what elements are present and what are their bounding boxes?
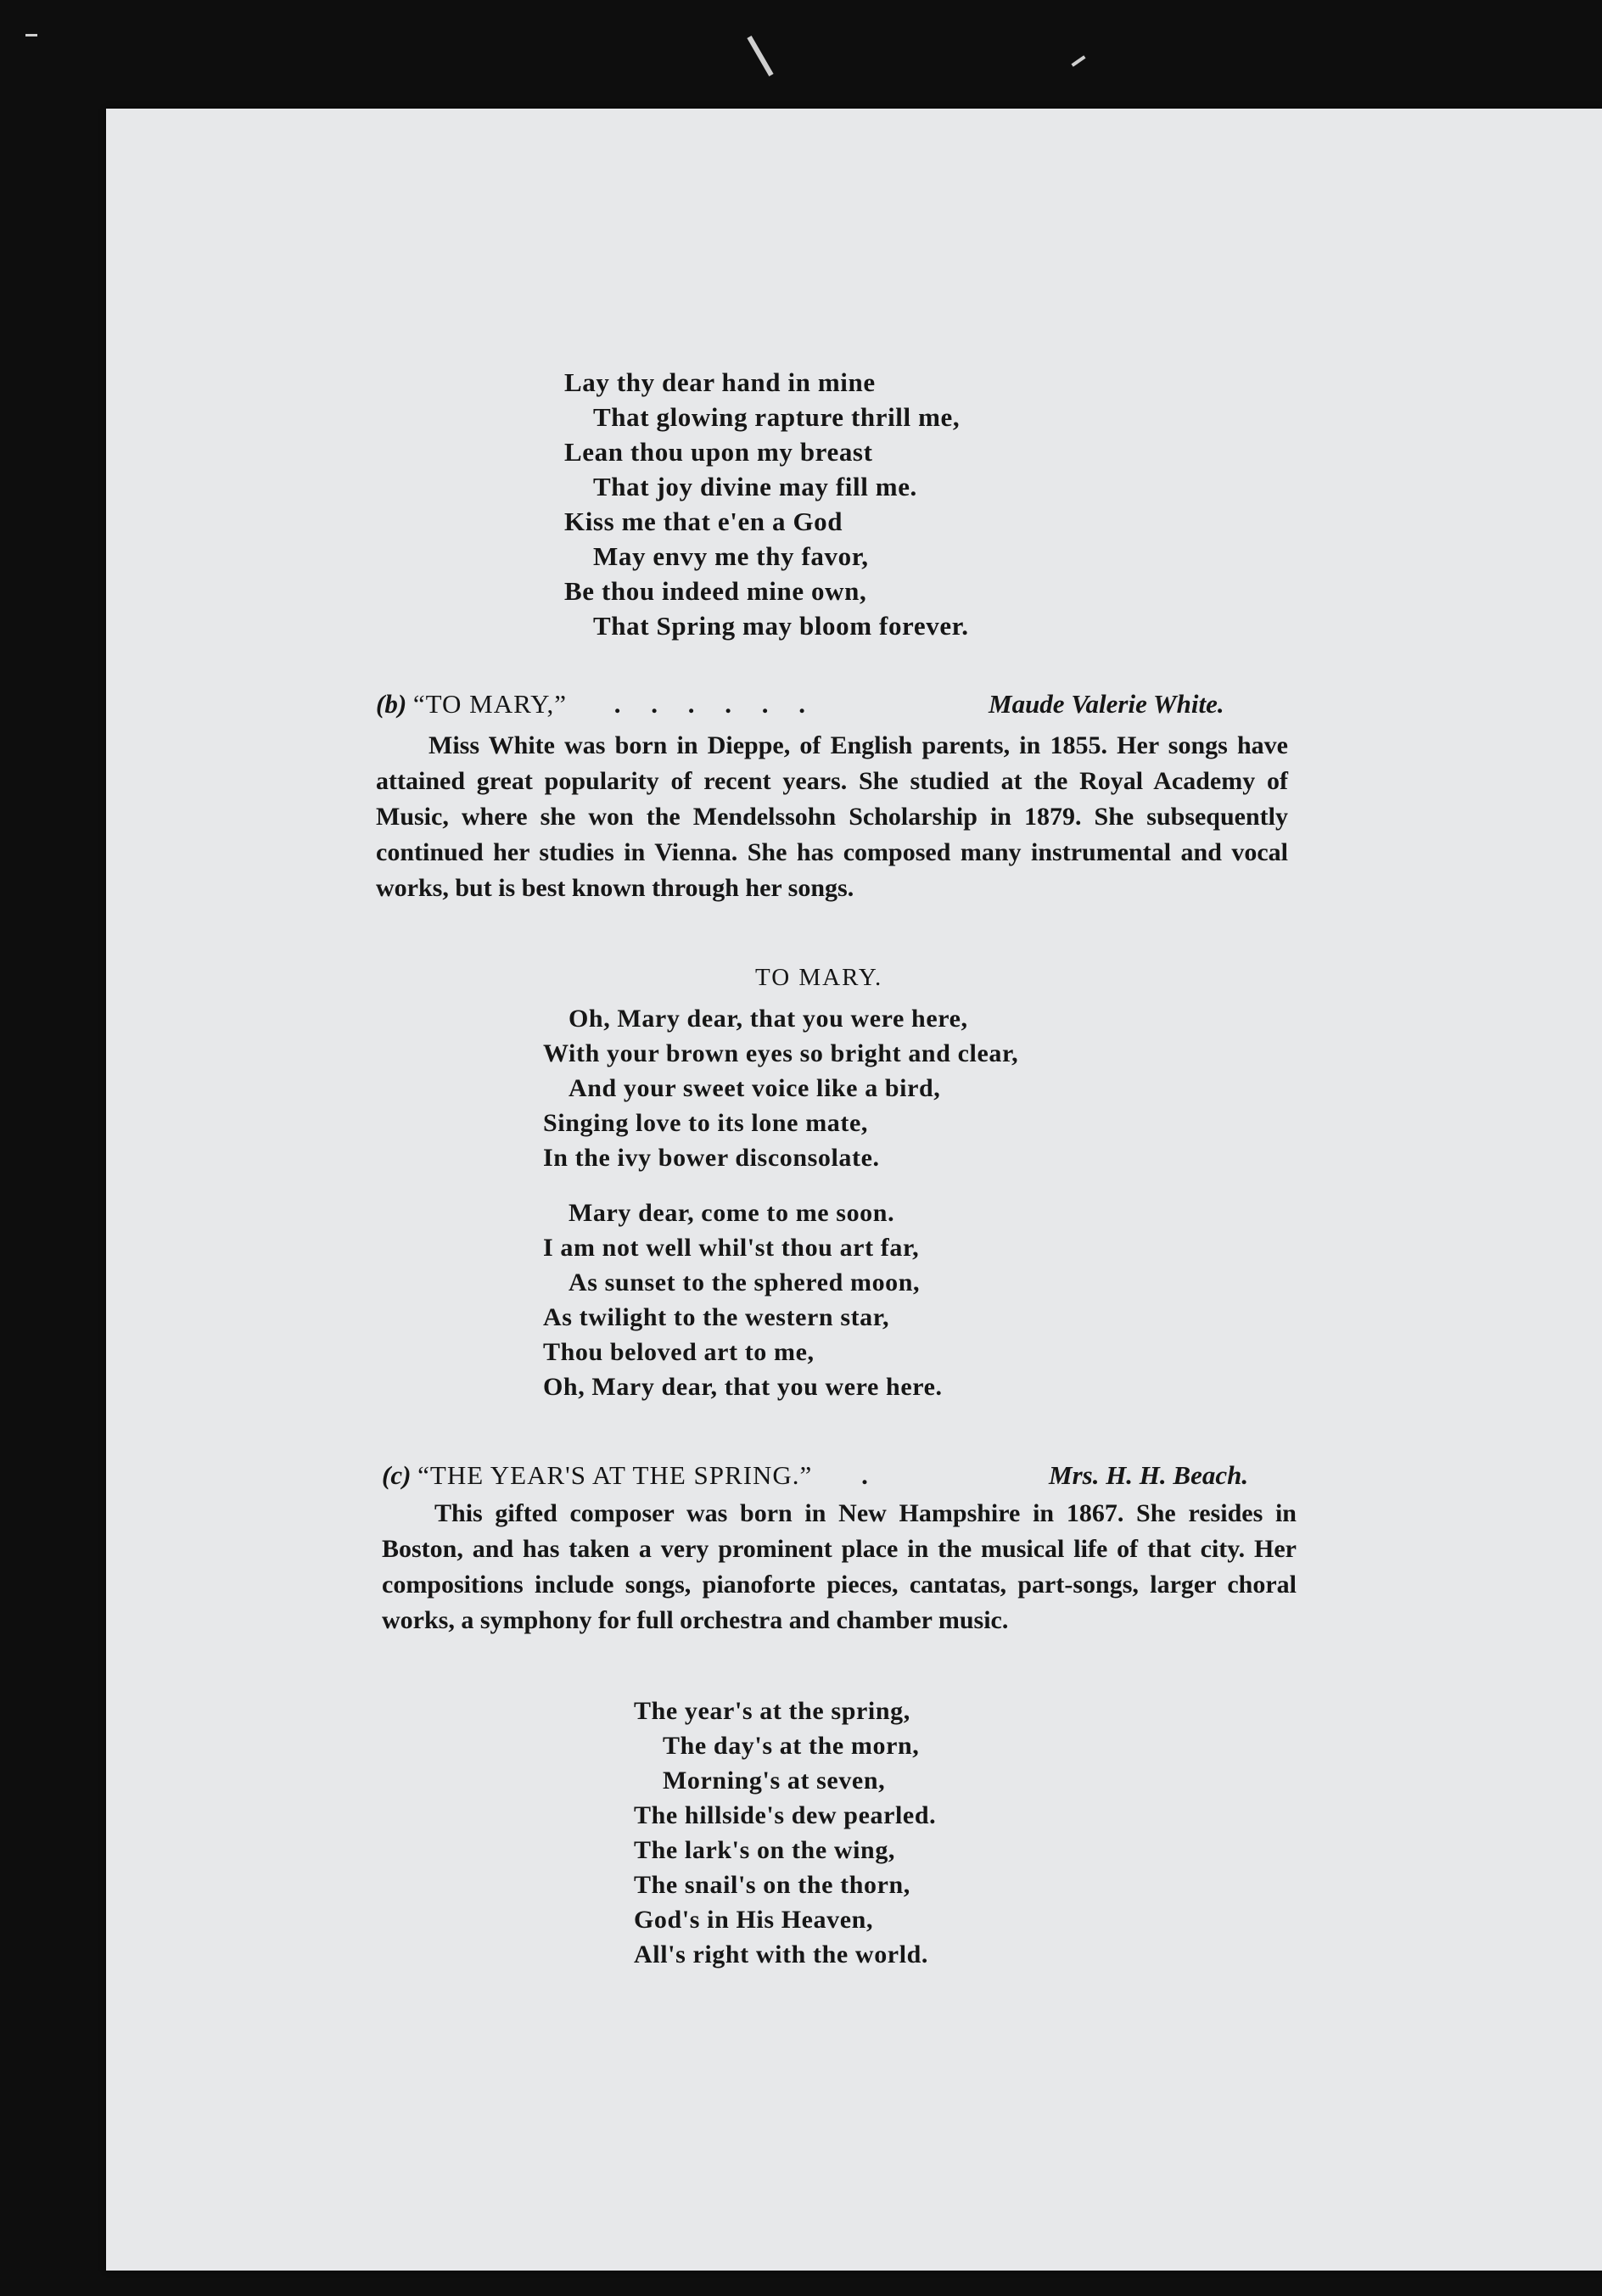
verse-line: With your brown eyes so bright and clear, — [543, 1039, 1019, 1067]
verse-line: Mary dear, come to me soon. — [569, 1199, 895, 1227]
entry-b-heading — [376, 686, 817, 721]
verse-line: And your sweet voice like a bird, — [569, 1074, 941, 1102]
verse-line: Lean thou upon my breast — [564, 437, 873, 467]
entry-c-bio: This gifted composer was born in New Hampshire in 1867. She resides in Boston, and has taken a very prominent place in the musical life of that city. Her compositions include songs, pianoforte pieces, cantatas, part-songs, larger choral works, a symphony for full orchestra and chamber music. — [382, 1499, 1297, 1634]
leader-dots: . — [861, 1460, 880, 1490]
leader-dots: . . . . . . — [613, 689, 817, 719]
verse-line: Be thou indeed mine own, — [564, 576, 867, 606]
verse-line: The snail's on the thorn, — [634, 1871, 910, 1899]
verse-line: As twilight to the western star, — [543, 1303, 890, 1331]
entry-c-song-title: “THE YEAR'S AT THE SPRING.” — [417, 1460, 813, 1490]
entry-b-poem-title: TO MARY. — [755, 964, 883, 991]
verse-line: Lay thy dear hand in mine — [564, 367, 876, 397]
verse-line: All's right with the world. — [634, 1940, 929, 1968]
verse-line: Oh, Mary dear, that you were here. — [543, 1373, 943, 1401]
entry-b-label: (b) — [376, 689, 407, 719]
entry-b-poem — [543, 1001, 1018, 1404]
entry-c-poem — [634, 1694, 936, 1972]
verse-line: Singing love to its lone mate, — [543, 1109, 868, 1137]
verse-line: May envy me thy favor, — [593, 541, 869, 571]
verse-line: God's in His Heaven, — [634, 1906, 874, 1934]
verse-line: That joy divine may fill me. — [593, 472, 917, 501]
verse-line: Kiss me that e'en a God — [564, 507, 843, 536]
verse-line: I am not well whil'st thou art far, — [543, 1234, 920, 1262]
verse-a — [564, 365, 969, 643]
verse-line: As sunset to the sphered moon, — [569, 1268, 921, 1296]
entry-c-heading — [382, 1458, 880, 1492]
verse-line: The year's at the spring, — [634, 1697, 910, 1725]
verse-line: That Spring may bloom forever. — [593, 611, 969, 641]
entry-c-composer: Mrs. H. H. Beach. — [1049, 1460, 1249, 1490]
entry-b-song-title: “TO MARY,” — [412, 689, 567, 719]
entry-b-composer: Maude Valerie White. — [989, 689, 1224, 719]
verse-line: The day's at the morn, — [663, 1732, 920, 1760]
entry-b-bio: Miss White was born in Dieppe, of English parents, in 1855. Her songs have attained great popularity of recent years. She studied at the Royal Academy of Music, where she won the Mendelssohn Scholarship in 1879. She subsequently continued her studies in Vienna. She has composed many instrumental and vocal works, but is best known through her songs. — [376, 731, 1288, 902]
scan-artifact — [25, 34, 37, 36]
verse-line: Morning's at seven, — [663, 1767, 886, 1795]
verse-line: Oh, Mary dear, that you were here, — [569, 1005, 968, 1033]
verse-line: In the ivy bower disconsolate. — [543, 1144, 880, 1172]
entry-c-label: (c) — [382, 1460, 412, 1490]
verse-line: Thou beloved art to me, — [543, 1338, 815, 1366]
verse-line: The hillside's dew pearled. — [634, 1801, 937, 1829]
scan-artifact — [1071, 55, 1085, 67]
verse-line: That glowing rapture thrill me, — [593, 402, 961, 432]
scan-artifact — [747, 36, 773, 76]
verse-line: The lark's on the wing, — [634, 1836, 896, 1864]
